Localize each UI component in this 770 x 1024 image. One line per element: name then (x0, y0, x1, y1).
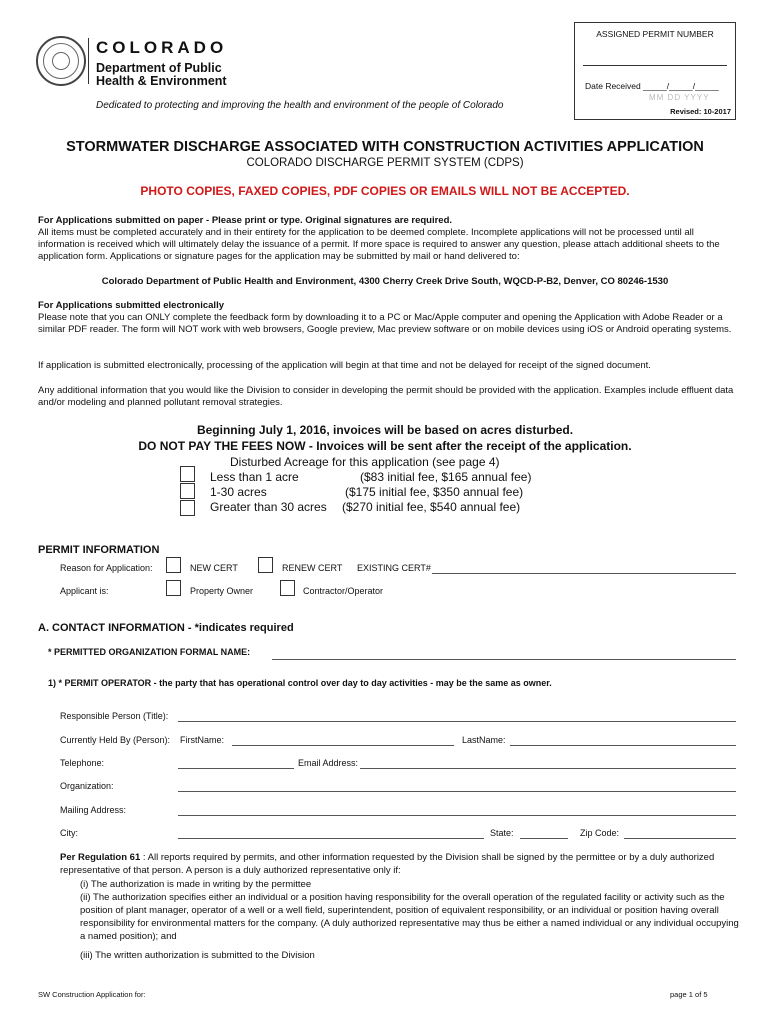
renew-cert-label: RENEW CERT (282, 563, 343, 573)
zip-label: Zip Code: (580, 828, 620, 838)
additional-info-note: Any additional information that you would like the Division to consider in developing the permit should be provided with the application. Examples include effluent data and/or modeling and planned pollutant removal strategies. (38, 385, 734, 408)
date-received-label: Date Received _____/_____/_____ (585, 81, 719, 91)
organization-input[interactable] (178, 791, 736, 792)
telephone-label: Telephone: (60, 758, 105, 768)
revised-date: Revised: 10-2017 (670, 107, 731, 116)
acre-option-label: 1-30 acres (210, 485, 267, 499)
email-input[interactable] (360, 768, 736, 769)
mailing-address-input[interactable] (178, 815, 736, 816)
property-owner-checkbox[interactable] (166, 580, 181, 596)
org-name-input[interactable] (272, 659, 736, 660)
copies-warning: PHOTO COPIES, FAXED COPIES, PDF COPIES OR EMAILS WILL NOT BE ACCEPTED. (140, 184, 630, 198)
acre-option-fee: ($270 initial fee, $540 annual fee) (342, 500, 521, 514)
mailing-address: Colorado Department of Public Health and Environment, 4300 Cherry Creek Drive South, WQCD-P-B2, Denver, CO 80246-1530 (101, 276, 669, 287)
existing-cert-label: EXISTING CERT# (357, 563, 431, 573)
permit-info-heading: PERMIT INFORMATION (38, 544, 160, 556)
acre-option-fee: ($83 initial fee, $165 annual fee) (360, 470, 532, 484)
paper-body: All items must be completed accurately and in their entirety for the application to be deemed complete. Incomplete applications will not be processed until all information is received which will ultimately delay the issuance of a permit. If more space is required to answer any question, please attach additional sheets to the application form. Applications or signature pages for the application may be submitted by mail or hand delivered to: (38, 227, 720, 262)
applicant-label: Applicant is: (60, 586, 109, 596)
regulation-item-1: (i) The authorization is made in writing by the permittee (80, 879, 312, 890)
electronic-note: If application is submitted electronically, processing of the application will begin at that time and not be delayed for receipt of the signed document. (38, 360, 651, 371)
header-divider (88, 38, 89, 84)
acreage-heading: Disturbed Acreage for this application (see page 4) (230, 455, 500, 469)
regulation-intro (60, 851, 740, 877)
page-subtitle: COLORADO DISCHARGE PERMIT SYSTEM (CDPS) (246, 157, 524, 169)
assigned-permit-title: ASSIGNED PERMIT NUMBER (596, 29, 714, 39)
acre-option-label: Less than 1 acre (210, 470, 299, 484)
fees-line-2: DO NOT PAY THE FEES NOW - Invoices will be sent after the receipt of the application. (138, 439, 632, 453)
telephone-input[interactable] (178, 768, 294, 769)
department-name (96, 62, 227, 88)
page-number: page 1 of 5 (670, 990, 708, 999)
acre-greater-30-checkbox[interactable] (180, 500, 195, 516)
state-input[interactable] (520, 838, 568, 839)
email-label: Email Address: (298, 758, 359, 768)
existing-cert-input[interactable] (432, 573, 736, 574)
mailing-address-label: Mailing Address: (60, 805, 127, 815)
regulation-item-3: (iii) The written authorization is submitted to the Division (80, 950, 315, 961)
property-owner-label: Property Owner (190, 586, 254, 596)
contact-heading: A. CONTACT INFORMATION - *indicates required (38, 622, 294, 634)
acre-option-fee: ($175 initial fee, $350 annual fee) (345, 485, 524, 499)
city-label: City: (60, 828, 78, 838)
regulation-heading: Per Regulation 61 (60, 852, 141, 863)
renew-cert-checkbox[interactable] (258, 557, 273, 573)
date-format-hint: MM DD YYYY (649, 93, 710, 102)
contractor-label: Contractor/Operator (303, 586, 384, 596)
dept-line-1: Department of Public (96, 61, 222, 75)
electronic-heading: For Applications submitted electronically (38, 300, 224, 311)
acre-1-30-checkbox[interactable] (180, 483, 195, 499)
new-cert-checkbox[interactable] (166, 557, 181, 573)
org-name-label: * PERMITTED ORGANIZATION FORMAL NAME: (48, 647, 251, 657)
new-cert-label: NEW CERT (190, 563, 238, 573)
state-seal-icon (36, 36, 86, 86)
first-name-input[interactable] (232, 745, 454, 746)
city-input[interactable] (178, 838, 484, 839)
acre-option-label: Greater than 30 acres (210, 500, 327, 514)
footer-left: SW Construction Application for: (38, 990, 146, 999)
regulation-intro-text: : All reports required by permits, and other information requested by the Division shall be signed by the permittee or by a duly authorized representative of that person. A person is a duly authorized representative only if: (60, 852, 715, 876)
zip-input[interactable] (624, 838, 736, 839)
page-title: STORMWATER DISCHARGE ASSOCIATED WITH CONSTRUCTION ACTIVITIES APPLICATION (66, 139, 704, 155)
paper-heading: For Applications submitted on paper - Please print or type. Original signatures are required. (38, 215, 453, 226)
held-by-label: Currently Held By (Person): (60, 735, 171, 745)
regulation-item-2: (ii) The authorization specifies either an individual or a position having responsibility for the overall operation of the regulated facility or activity such as the position of plant manager, operator of a well or a well field, superintendent, position of equivalent responsibility, or an individual or position having overall responsibility for environmental matters for the company. (A duly authorized representative may thus be either a named individual or any individual occupying a named position); and (80, 892, 739, 942)
permit-number-field[interactable] (583, 65, 727, 66)
contractor-checkbox[interactable] (280, 580, 295, 596)
state-label: State: (490, 828, 514, 838)
first-name-label: FirstName: (180, 735, 225, 745)
assigned-permit-box (574, 22, 736, 120)
acre-less-than-1-checkbox[interactable] (180, 466, 195, 482)
reason-label: Reason for Application: (60, 563, 153, 573)
last-name-label: LastName: (462, 735, 506, 745)
dept-line-2: Health & Environment (96, 74, 227, 88)
responsible-person-label: Responsible Person (Title): (60, 711, 169, 721)
brand-name: COLORADO (96, 38, 228, 57)
fees-line-1: Beginning July 1, 2016, invoices will be based on acres disturbed. (196, 423, 574, 437)
electronic-body: Please note that you can ONLY complete the feedback form by downloading it to a PC or Mac/Apple computer and opening the Application with Adobe Reader or a similar PDF reader. The form will NOT work with web browsers, Google preview, Mac preview software or on mobile devices using iOS or Android operating systems. (38, 312, 732, 335)
organization-label: Organization: (60, 781, 114, 791)
operator-heading: 1) * PERMIT OPERATOR - the party that has operational control over day to day activities - may be the same as owner. (48, 678, 552, 688)
tagline: Dedicated to protecting and improving the health and environment of the people of Colorado (96, 100, 504, 111)
last-name-input[interactable] (510, 745, 736, 746)
responsible-person-input[interactable] (178, 721, 736, 722)
